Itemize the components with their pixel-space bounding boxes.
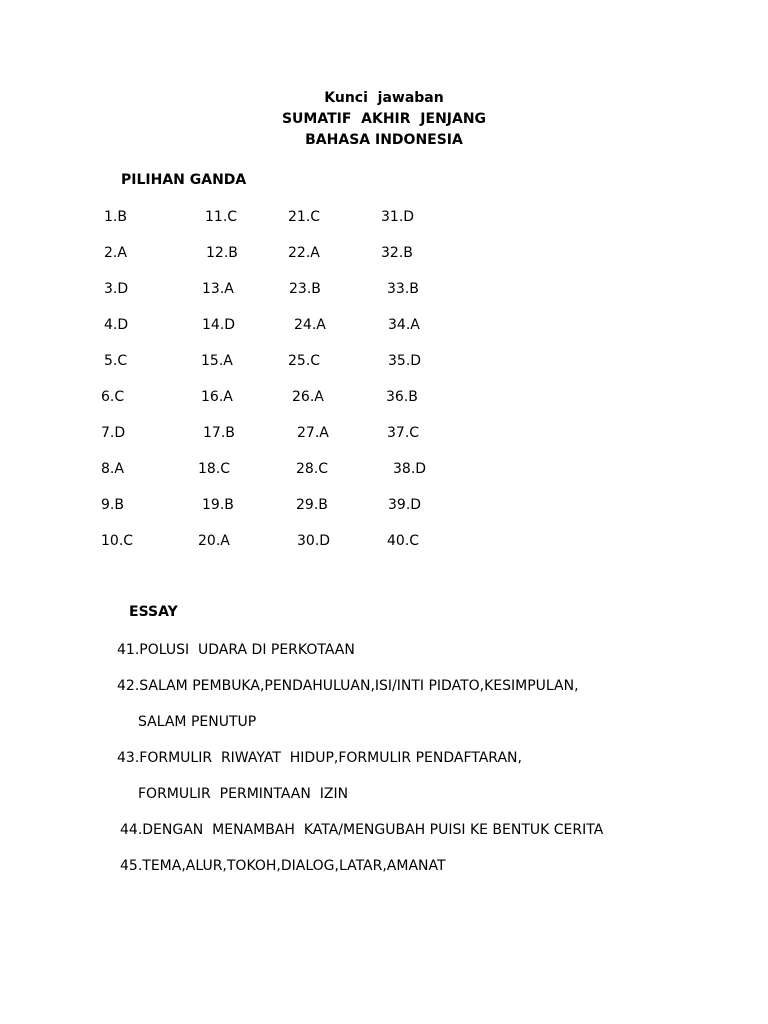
answer-item: 35.D bbox=[388, 353, 422, 369]
answer-item: 19.B bbox=[202, 497, 234, 513]
title-line-3: BAHASA INDONESIA bbox=[305, 132, 463, 148]
answer-item: 31.D bbox=[381, 209, 415, 225]
answer-item: 30.D bbox=[297, 533, 331, 549]
answer-item: 32.B bbox=[381, 245, 413, 261]
answer-item: 9.B bbox=[101, 497, 124, 513]
answer-item: 18.C bbox=[198, 461, 231, 477]
essay-heading: ESSAY bbox=[129, 604, 178, 620]
answer-item: 40.C bbox=[387, 533, 420, 549]
answer-item: 20.A bbox=[198, 533, 230, 549]
answer-item: 29.B bbox=[296, 497, 328, 513]
essay-answer-44: 44.DENGAN MENAMBAH KATA/MENGUBAH PUISI KE BENTUK CERITA bbox=[120, 822, 604, 838]
answer-item: 6.C bbox=[101, 389, 125, 405]
title-line-1: Kunci jawaban bbox=[324, 90, 444, 106]
answer-item: 10.C bbox=[101, 533, 134, 549]
answer-item: 13.A bbox=[202, 281, 234, 297]
answer-item: 38.D bbox=[393, 461, 427, 477]
multiple-choice-heading: PILIHAN GANDA bbox=[121, 172, 247, 188]
essay-answer-41: 41.POLUSI UDARA DI PERKOTAAN bbox=[117, 642, 355, 658]
answer-item: 2.A bbox=[104, 245, 127, 261]
answer-item: 8.A bbox=[101, 461, 124, 477]
answer-item: 17.B bbox=[203, 425, 235, 441]
answer-item: 33.B bbox=[387, 281, 419, 297]
answer-item: 36.B bbox=[386, 389, 418, 405]
answer-item: 11.C bbox=[205, 209, 238, 225]
answer-item: 24.A bbox=[294, 317, 326, 333]
answer-item: 14.D bbox=[202, 317, 236, 333]
answer-item: 27.A bbox=[297, 425, 329, 441]
answer-item: 3.D bbox=[104, 281, 129, 297]
essay-answer-45: 45.TEMA,ALUR,TOKOH,DIALOG,LATAR,AMANAT bbox=[120, 858, 446, 874]
answer-item: 34.A bbox=[388, 317, 420, 333]
answer-item: 23.B bbox=[289, 281, 321, 297]
answer-item: 39.D bbox=[388, 497, 422, 513]
answer-item: 15.A bbox=[201, 353, 233, 369]
document-title bbox=[0, 88, 768, 151]
answer-item: 21.C bbox=[288, 209, 321, 225]
answer-item: 1.B bbox=[104, 209, 127, 225]
answer-item: 25.C bbox=[288, 353, 321, 369]
essay-answer-42-continuation: SALAM PENUTUP bbox=[138, 714, 257, 730]
answer-item: 37.C bbox=[387, 425, 420, 441]
title-line-2: SUMATIF AKHIR JENJANG bbox=[281, 111, 487, 127]
answer-item: 5.C bbox=[104, 353, 128, 369]
answer-item: 22.A bbox=[288, 245, 320, 261]
answer-item: 12.B bbox=[206, 245, 238, 261]
answer-item: 28.C bbox=[296, 461, 329, 477]
answer-item: 4.D bbox=[104, 317, 129, 333]
answer-item: 7.D bbox=[101, 425, 126, 441]
essay-answer-42: 42.SALAM PEMBUKA,PENDAHULUAN,ISI/INTI PIDATO,KESIMPULAN, bbox=[117, 678, 579, 694]
answer-item: 16.A bbox=[201, 389, 233, 405]
essay-answer-43-continuation: FORMULIR PERMINTAAN IZIN bbox=[138, 786, 349, 802]
essay-answer-43: 43.FORMULIR RIWAYAT HIDUP,FORMULIR PENDAFTARAN, bbox=[117, 750, 522, 766]
answer-item: 26.A bbox=[292, 389, 324, 405]
